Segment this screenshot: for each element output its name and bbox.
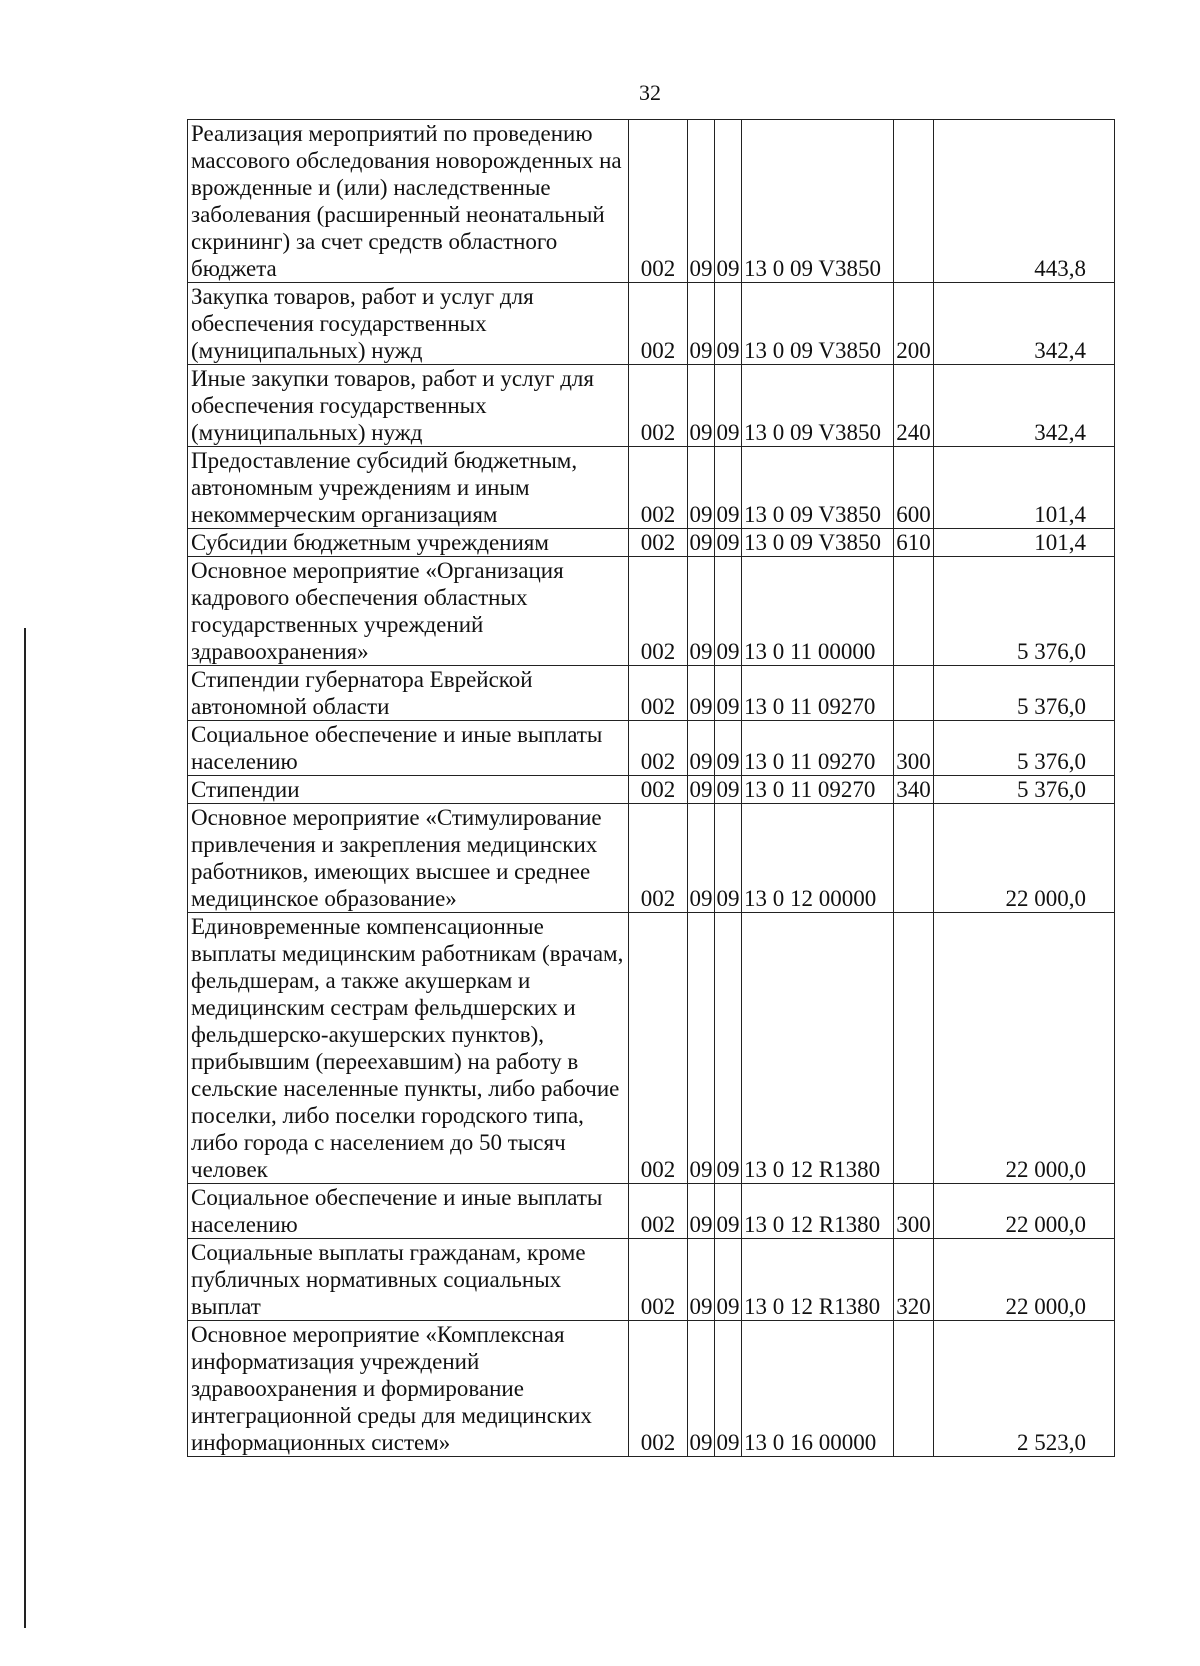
target-article-cell: 13 0 11 09270: [742, 666, 894, 721]
target-article-cell: 13 0 09 V3850: [742, 447, 894, 529]
row-name-cell: Реализация мероприятий по проведению массового обследования новорожденных на врожденные и (или) наследственные заболевания (расширенный неонатальный скрининг) за счет средств областного бюджета: [188, 120, 629, 283]
scan-edge-line: [24, 628, 26, 1628]
section-code-cell: 09: [688, 1184, 715, 1239]
section-code-cell: 09: [689, 530, 713, 555]
subsection-code-cell: 09: [715, 1321, 742, 1457]
subsection-code-cell: 09: [715, 1239, 742, 1321]
ministry-code-cell: 002: [629, 913, 688, 1184]
row-name-cell: Единовременные компенсационные выплаты медицинским работникам (врачам, фельдшерам, а также акушеркам и медицинским сестрам фельдшерских и фельдшерско-акушерских пунктов), прибывшим (переехавшим) на работу в сельские населенные пункты, либо рабочие поселки, либо поселки городского типа, либо города с населением до 50 тысяч человек: [188, 913, 629, 1184]
table-row: [188, 913, 1115, 1184]
row-name-cell: Иные закупки товаров, работ и услуг для обеспечения государственных (муниципальных) нужд: [188, 365, 629, 447]
section-code-cell: 09: [688, 666, 715, 721]
section-code-cell: 09: [688, 365, 715, 447]
row-name-cell: Стипендии губернатора Еврейской автономной области: [188, 666, 629, 721]
target-article-cell: 13 0 12 R1380: [742, 1184, 894, 1239]
expense-type-cell: [894, 913, 934, 1184]
budget-table: [187, 119, 1115, 1457]
table-row: [188, 447, 1115, 529]
table-body: [188, 120, 1115, 1457]
expense-type-cell: 610: [894, 529, 934, 557]
section-code-cell: 09: [688, 1321, 715, 1457]
expense-type-cell: [894, 1321, 934, 1457]
table-row: [188, 1239, 1115, 1321]
subsection-code-cell: 09: [715, 804, 742, 913]
section-code-cell: 09: [688, 913, 715, 1184]
expense-type-cell: [894, 666, 934, 721]
table-row: [188, 666, 1115, 721]
ministry-code-cell: 002: [629, 365, 688, 447]
amount-cell: 5 376,0: [934, 666, 1115, 721]
table-row: [188, 721, 1115, 776]
row-name-cell: Закупка товаров, работ и услуг для обеспечения государственных (муниципальных) нужд: [188, 283, 629, 365]
target-article-cell: 13 0 11 09270: [742, 776, 894, 804]
expense-type-cell: 320: [894, 1239, 934, 1321]
row-name-cell: Социальные выплаты гражданам, кроме публичных нормативных социальных выплат: [188, 1239, 629, 1321]
target-article-cell: 13 0 11 09270: [742, 721, 894, 776]
row-name-cell: Стипендии: [188, 776, 629, 804]
row-name-cell: Социальное обеспечение и иные выплаты населению: [188, 721, 629, 776]
expense-type-cell: 200: [894, 283, 934, 365]
subsection-code-cell: 09: [715, 1184, 742, 1239]
ministry-code-cell: 002: [629, 447, 688, 529]
row-name-cell: Основное мероприятие «Комплексная информатизация учреждений здравоохранения и формирование интеграционной среды для медицинских информационных систем»: [188, 1321, 629, 1457]
target-article-cell: 13 0 09 V3850: [742, 529, 894, 557]
section-code-cell: 09: [689, 777, 713, 802]
amount-cell: 5 376,0: [934, 776, 1115, 804]
expense-type-cell: 300: [894, 1184, 934, 1239]
section-code-cell: 09: [688, 283, 715, 365]
amount-cell: 2 523,0: [934, 1321, 1115, 1457]
table-row: [188, 283, 1115, 365]
amount-cell: 5 376,0: [934, 721, 1115, 776]
amount-cell: 342,4: [934, 365, 1115, 447]
subsection-code-cell: 09: [716, 530, 740, 555]
table-row: [188, 776, 1115, 804]
ministry-code-cell: 002: [629, 1184, 688, 1239]
expense-type-cell: 300: [894, 721, 934, 776]
section-code-cell: 09: [688, 447, 715, 529]
ministry-code-cell: 002: [629, 721, 688, 776]
table-row: [188, 120, 1115, 283]
expense-type-cell: 240: [894, 365, 934, 447]
ministry-code-cell: 002: [629, 776, 688, 804]
target-article-cell: 13 0 12 R1380: [742, 1239, 894, 1321]
amount-cell: 22 000,0: [934, 913, 1115, 1184]
target-article-cell: 13 0 09 V3850: [742, 283, 894, 365]
amount-cell: 5 376,0: [934, 557, 1115, 666]
ministry-code-cell: 002: [629, 557, 688, 666]
row-name-cell: Основное мероприятие «Стимулирование привлечения и закрепления медицинских работников, имеющих высшее и среднее медицинское образование»: [188, 804, 629, 913]
expense-type-cell: [894, 120, 934, 283]
section-code-cell: 09: [688, 1239, 715, 1321]
amount-cell: 22 000,0: [934, 1184, 1115, 1239]
table-row: [188, 1184, 1115, 1239]
table-row: [188, 804, 1115, 913]
subsection-code-cell: 09: [715, 283, 742, 365]
table-row: [188, 557, 1115, 666]
target-article-cell: 13 0 12 00000: [742, 804, 894, 913]
amount-cell: 101,4: [934, 529, 1115, 557]
row-name-cell: Предоставление субсидий бюджетным, автономным учреждениям и иным некоммерческим организациям: [188, 447, 629, 529]
ministry-code-cell: 002: [629, 666, 688, 721]
amount-cell: 101,4: [934, 447, 1115, 529]
subsection-code-cell: 09: [715, 913, 742, 1184]
table-row: [188, 1321, 1115, 1457]
row-name-cell: Субсидии бюджетным учреждениям: [188, 529, 629, 557]
amount-cell: 22 000,0: [934, 1239, 1115, 1321]
subsection-code-cell: 09: [715, 721, 742, 776]
section-code-cell: 09: [688, 804, 715, 913]
subsection-code-cell: 09: [715, 447, 742, 529]
subsection-code-cell: 09: [715, 365, 742, 447]
ministry-code-cell: 002: [629, 529, 688, 557]
amount-cell: 342,4: [934, 283, 1115, 365]
subsection-code-cell: 09: [716, 777, 740, 802]
page-number: 32: [639, 80, 661, 105]
target-article-cell: 13 0 09 V3850: [742, 365, 894, 447]
amount-cell: 22 000,0: [934, 804, 1115, 913]
expense-type-cell: [894, 804, 934, 913]
subsection-code-cell: 09: [715, 120, 742, 283]
section-code-cell: 09: [688, 120, 715, 283]
table-row: [188, 365, 1115, 447]
ministry-code-cell: 002: [629, 283, 688, 365]
expense-type-cell: [894, 557, 934, 666]
expense-type-cell: 600: [894, 447, 934, 529]
subsection-code-cell: 09: [715, 666, 742, 721]
target-article-cell: 13 0 12 R1380: [742, 913, 894, 1184]
ministry-code-cell: 002: [629, 1321, 688, 1457]
amount-cell: 443,8: [934, 120, 1115, 283]
section-code-cell: 09: [688, 721, 715, 776]
ministry-code-cell: 002: [629, 1239, 688, 1321]
row-name-cell: Социальное обеспечение и иные выплаты населению: [188, 1184, 629, 1239]
table-row: [188, 529, 1115, 557]
row-name-cell: Основное мероприятие «Организация кадрового обеспечения областных государственных учреждений здравоохранения»: [188, 557, 629, 666]
target-article-cell: 13 0 11 00000: [742, 557, 894, 666]
ministry-code-cell: 002: [629, 120, 688, 283]
subsection-code-cell: 09: [715, 557, 742, 666]
ministry-code-cell: 002: [629, 804, 688, 913]
target-article-cell: 13 0 09 V3850: [742, 120, 894, 283]
section-code-cell: 09: [688, 557, 715, 666]
target-article-cell: 13 0 16 00000: [742, 1321, 894, 1457]
expense-type-cell: 340: [894, 776, 934, 804]
